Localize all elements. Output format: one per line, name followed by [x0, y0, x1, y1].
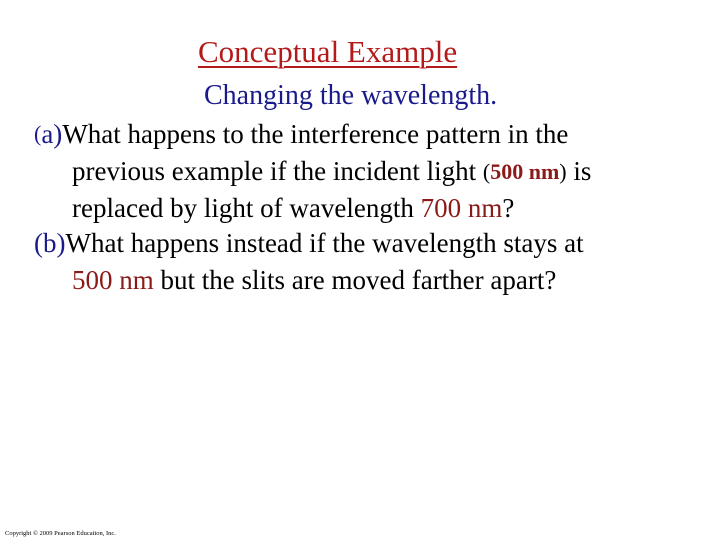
- question-a-text-3-end: ?: [502, 193, 515, 223]
- question-a-paren-open: (: [482, 158, 491, 184]
- question-a-new-wavelength: 700 nm: [420, 193, 503, 223]
- copyright-notice: Copyright © 2009 Pearson Education, Inc.: [5, 530, 116, 537]
- question-a-text-2-end: is: [566, 155, 592, 186]
- question-a-text-1: What happens to the interference pattern in the: [62, 119, 569, 149]
- question-b-wavelength: 500 nm: [72, 264, 154, 295]
- question-a-line-3: [34, 190, 591, 227]
- question-a-incident-wavelength: 500 nm: [490, 158, 560, 184]
- question-b: [34, 225, 584, 298]
- question-b-line-1: [34, 225, 584, 262]
- question-b-text-2: but the slits are moved farther apart?: [153, 264, 557, 295]
- slide-title: Conceptual Example: [198, 34, 458, 69]
- question-a-text-2: previous example if the incident light: [72, 155, 483, 186]
- question-a-paren-close: ): [559, 158, 567, 184]
- question-a-label-open: (: [34, 121, 42, 146]
- question-a-text-3: replaced by light of wavelength: [72, 193, 421, 223]
- slide-subtitle: Changing the wavelength.: [204, 80, 498, 111]
- question-a-line-1: [34, 116, 591, 153]
- question-b-line-2: [34, 262, 584, 299]
- question-b-text-1: What happens instead if the wavelength stays at: [65, 228, 584, 258]
- question-a-line-2: [34, 153, 591, 191]
- question-a-label: [34, 119, 62, 149]
- question-b-label: (b): [34, 228, 66, 258]
- question-a: [34, 116, 591, 227]
- question-a-label-letter: a): [41, 119, 63, 149]
